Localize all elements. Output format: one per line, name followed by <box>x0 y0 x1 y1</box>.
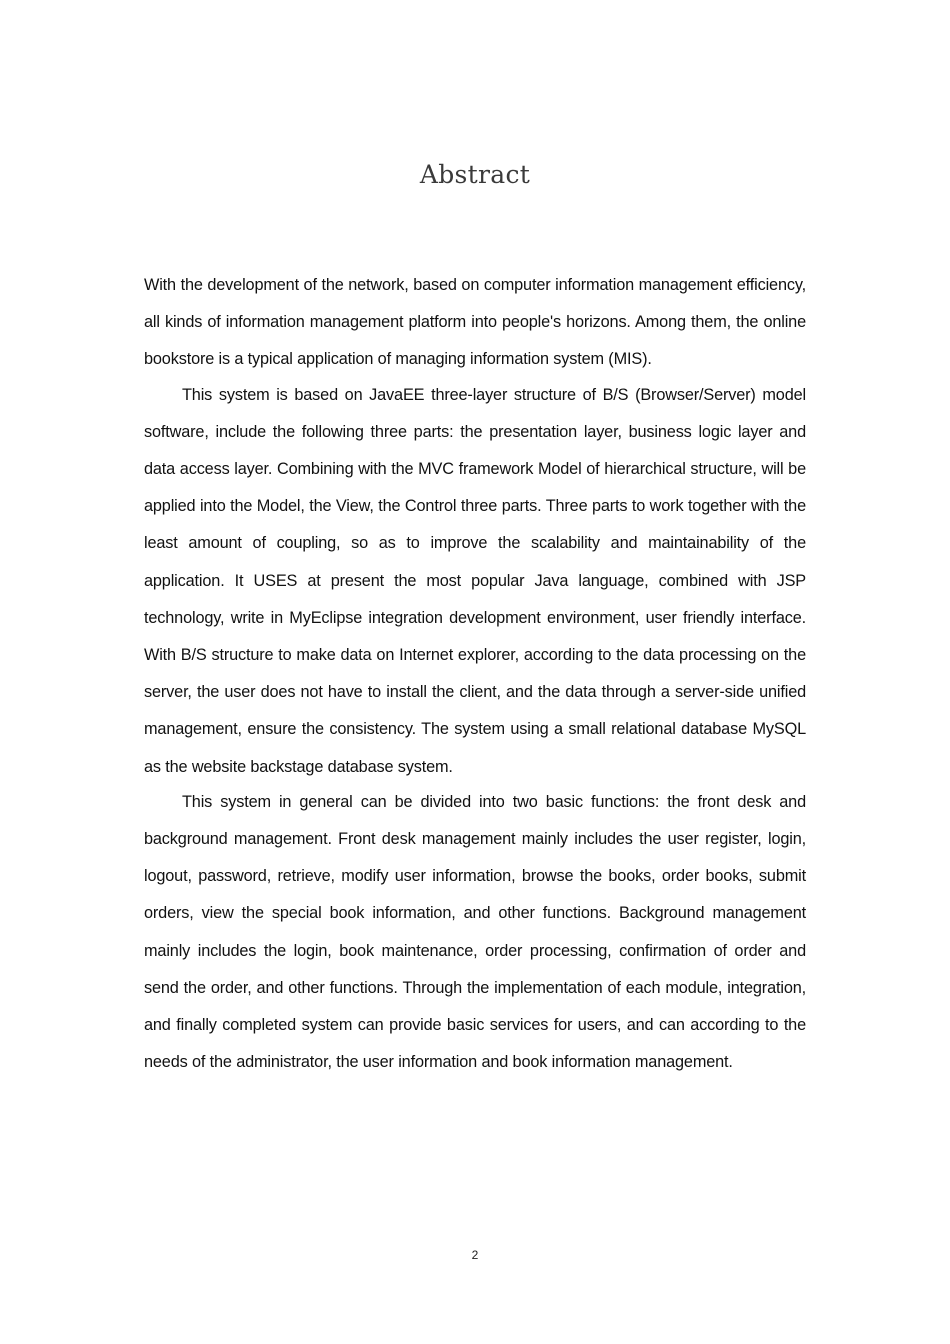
paragraph-architecture: This system is based on JavaEE three-layer structure of B/S (Browser/Server) model software, include the following three parts: the presentation layer, business logic layer and data access layer. Combining with the MVC framework Model of hierarchical structure, will be applied into the Model, the View, the Control three parts. Three parts to work together with the least amount of coupling, so as to improve the scalability and maintainability of the application. It USES at present the most popular Java language, combined with JSP technology, write in MyEclipse integration development environment, user friendly interface. With B/S structure to make data on Internet explorer, according to the data processing on the server, the user does not have to install the client, and the data through a server-side unified management, ensure the consistency. The system using a small relational database MySQL as the website backstage database system. <box>144 385 806 776</box>
paragraph-intro: With the development of the network, based on computer information management efficiency, all kinds of information management platform into people's horizons. Among them, the online bookstore is a typical application of managing information system (MIS). <box>144 276 806 369</box>
page-number: 2 <box>471 1248 479 1262</box>
abstract-body <box>144 267 806 1081</box>
page-title: Abstract <box>419 160 531 189</box>
paragraph-functions: This system in general can be divided into two basic functions: the front desk and background management. Front desk management mainly includes the user register, login, logout, password, retrieve, modify user information, browse the books, order books, submit orders, view the special book information, and other functions. Background management mainly includes the login, book maintenance, order processing, confirmation of order and send the order, and other functions. Through the implementation of each module, integration, and finally completed system can provide basic services for users, and can according to the needs of the administrator, the user information and book information management. <box>144 792 806 1072</box>
